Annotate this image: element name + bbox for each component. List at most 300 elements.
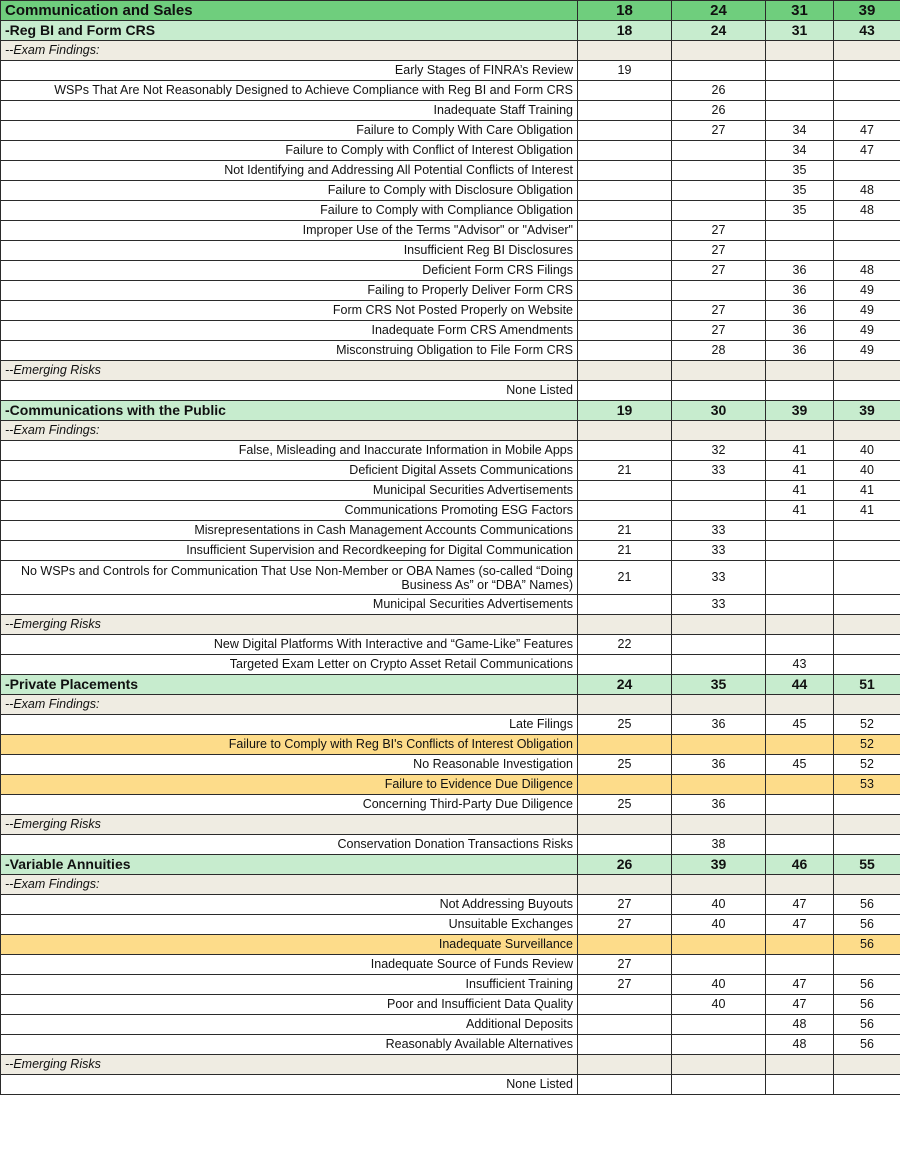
finding-row	[1, 121, 900, 141]
page-number-col-2: 27	[672, 221, 766, 241]
page-number-col-2	[672, 201, 766, 221]
page-number-col-1: 18	[578, 1, 672, 21]
page-number-col-1	[578, 695, 672, 715]
finding-row	[1, 461, 900, 481]
page-number-col-2	[672, 281, 766, 301]
page-number-col-4	[834, 561, 900, 595]
finding-label: Inadequate Staff Training	[1, 101, 578, 121]
finding-label: Not Identifying and Addressing All Potential Conflicts of Interest	[1, 161, 578, 181]
page-number-col-3	[766, 875, 834, 895]
page-number-col-1	[578, 735, 672, 755]
page-number-col-2: 24	[672, 21, 766, 41]
page-number-col-4	[834, 421, 900, 441]
page-number-col-2: 33	[672, 461, 766, 481]
page-number-col-3: 36	[766, 281, 834, 301]
page-number-col-4	[834, 595, 900, 615]
finding-row	[1, 321, 900, 341]
finding-label: Additional Deposits	[1, 1015, 578, 1035]
finding-row	[1, 895, 900, 915]
page-number-col-2	[672, 655, 766, 675]
page-number-col-2: 38	[672, 835, 766, 855]
page-number-col-4	[834, 81, 900, 101]
finding-label: None Listed	[1, 1075, 578, 1095]
page-number-col-4: 56	[834, 995, 900, 1015]
finding-row	[1, 501, 900, 521]
page-number-col-1: 21	[578, 461, 672, 481]
page-number-col-4	[834, 221, 900, 241]
page-number-col-3	[766, 241, 834, 261]
page-number-col-1: 25	[578, 795, 672, 815]
page-number-col-3	[766, 775, 834, 795]
finding-row	[1, 341, 900, 361]
finding-row	[1, 595, 900, 615]
page-number-col-1: 25	[578, 715, 672, 735]
category-row	[1, 695, 900, 715]
page-number-col-1	[578, 1075, 672, 1095]
page-number-col-1	[578, 421, 672, 441]
page-number-col-3: 35	[766, 201, 834, 221]
finding-row	[1, 301, 900, 321]
finding-row-highlighted	[1, 935, 900, 955]
finding-row	[1, 1035, 900, 1055]
page-number-col-3: 41	[766, 481, 834, 501]
page-number-col-4	[834, 955, 900, 975]
page-number-col-2: 40	[672, 995, 766, 1015]
page-number-col-2	[672, 181, 766, 201]
page-number-col-2	[672, 1055, 766, 1075]
page-number-col-2: 40	[672, 895, 766, 915]
page-number-col-4	[834, 635, 900, 655]
page-number-col-2: 27	[672, 121, 766, 141]
page-number-col-4: 39	[834, 401, 900, 421]
subsection-title: -Private Placements	[1, 675, 578, 695]
page-number-col-1: 18	[578, 21, 672, 41]
page-number-col-2: 33	[672, 541, 766, 561]
page-number-col-1: 27	[578, 975, 672, 995]
finding-label: Communications Promoting ESG Factors	[1, 501, 578, 521]
finding-label: Insufficient Supervision and Recordkeeping for Digital Communication	[1, 541, 578, 561]
finding-label: None Listed	[1, 381, 578, 401]
finding-label: Concerning Third-Party Due Diligence	[1, 795, 578, 815]
page-number-col-2	[672, 161, 766, 181]
page-number-col-1	[578, 835, 672, 855]
page-number-col-3: 41	[766, 441, 834, 461]
category-label: --Emerging Risks	[1, 615, 578, 635]
page-number-col-4	[834, 101, 900, 121]
page-number-col-2	[672, 421, 766, 441]
finding-label: Misrepresentations in Cash Management Accounts Communications	[1, 521, 578, 541]
page-number-col-3: 48	[766, 1015, 834, 1035]
page-number-col-3	[766, 221, 834, 241]
page-number-col-3	[766, 635, 834, 655]
page-number-col-4	[834, 655, 900, 675]
subsection-row	[1, 401, 900, 421]
finding-row-highlighted	[1, 735, 900, 755]
page-number-col-2	[672, 61, 766, 81]
finding-row	[1, 241, 900, 261]
finding-label: Failure to Comply with Conflict of Interest Obligation	[1, 141, 578, 161]
page-number-col-2	[672, 1075, 766, 1095]
finding-label: No WSPs and Controls for Communication That Use Non-Member or OBA Names (so-called “Doing Business As” or “DBA” Names)	[1, 561, 578, 595]
finding-row	[1, 161, 900, 181]
finding-label: Unsuitable Exchanges	[1, 915, 578, 935]
finding-label: Failure to Comply with Disclosure Obligation	[1, 181, 578, 201]
page-number-col-4: 52	[834, 715, 900, 735]
page-number-col-4: 48	[834, 181, 900, 201]
page-number-col-4	[834, 241, 900, 261]
page-number-col-3: 41	[766, 461, 834, 481]
page-number-col-4: 39	[834, 1, 900, 21]
page-number-col-4: 52	[834, 755, 900, 775]
page-number-col-3: 41	[766, 501, 834, 521]
page-number-col-2	[672, 1015, 766, 1035]
page-number-col-3	[766, 561, 834, 595]
finding-row	[1, 655, 900, 675]
page-number-col-3: 36	[766, 261, 834, 281]
page-number-col-2: 32	[672, 441, 766, 461]
page-number-col-4	[834, 795, 900, 815]
page-number-col-3	[766, 421, 834, 441]
page-number-col-3	[766, 835, 834, 855]
page-number-col-3: 46	[766, 855, 834, 875]
page-number-col-3: 45	[766, 755, 834, 775]
page-number-col-3: 31	[766, 1, 834, 21]
page-number-col-2	[672, 501, 766, 521]
page-number-col-3	[766, 41, 834, 61]
page-number-col-4: 47	[834, 141, 900, 161]
subsection-title: -Communications with the Public	[1, 401, 578, 421]
finding-label: Insufficient Training	[1, 975, 578, 995]
finding-row	[1, 381, 900, 401]
finding-row	[1, 915, 900, 935]
finding-label: Municipal Securities Advertisements	[1, 595, 578, 615]
page-number-col-4	[834, 41, 900, 61]
subsection-row	[1, 855, 900, 875]
page-number-col-4: 56	[834, 895, 900, 915]
finding-row	[1, 181, 900, 201]
page-number-col-3: 36	[766, 301, 834, 321]
page-number-col-4: 52	[834, 735, 900, 755]
page-number-col-4: 56	[834, 935, 900, 955]
finding-row	[1, 795, 900, 815]
page-number-col-3	[766, 695, 834, 715]
page-number-col-1	[578, 1055, 672, 1075]
page-number-col-3: 36	[766, 321, 834, 341]
page-number-col-4: 48	[834, 261, 900, 281]
finding-row	[1, 81, 900, 101]
page-number-col-3: 48	[766, 1035, 834, 1055]
page-number-col-3: 35	[766, 181, 834, 201]
page-number-col-3	[766, 381, 834, 401]
page-number-col-3: 47	[766, 995, 834, 1015]
page-number-col-1	[578, 815, 672, 835]
page-number-col-3	[766, 815, 834, 835]
subsection-row	[1, 675, 900, 695]
table-body	[1, 1, 900, 1095]
page-number-col-4: 49	[834, 321, 900, 341]
page-number-col-4	[834, 61, 900, 81]
page-number-col-4: 49	[834, 341, 900, 361]
category-row	[1, 615, 900, 635]
page-number-col-2	[672, 635, 766, 655]
page-number-col-1: 24	[578, 675, 672, 695]
finding-label: Misconstruing Obligation to File Form CRS	[1, 341, 578, 361]
page-number-col-3: 47	[766, 975, 834, 995]
page-number-col-1	[578, 101, 672, 121]
page-number-col-1: 21	[578, 541, 672, 561]
page-number-col-2: 40	[672, 915, 766, 935]
finding-row	[1, 441, 900, 461]
finding-label: Conservation Donation Transactions Risks	[1, 835, 578, 855]
category-row	[1, 421, 900, 441]
page-number-col-3	[766, 1075, 834, 1095]
finding-label: Inadequate Surveillance	[1, 935, 578, 955]
subsection-title: -Variable Annuities	[1, 855, 578, 875]
page-number-col-1: 27	[578, 955, 672, 975]
page-number-col-3	[766, 735, 834, 755]
page-number-col-1	[578, 381, 672, 401]
page-number-col-1	[578, 655, 672, 675]
page-number-col-2	[672, 141, 766, 161]
page-number-col-4: 49	[834, 281, 900, 301]
page-number-col-4	[834, 695, 900, 715]
finding-label: Deficient Digital Assets Communications	[1, 461, 578, 481]
page-number-col-3: 44	[766, 675, 834, 695]
page-number-col-1	[578, 481, 672, 501]
finding-label: Insufficient Reg BI Disclosures	[1, 241, 578, 261]
finding-label: WSPs That Are Not Reasonably Designed to Achieve Compliance with Reg BI and Form CRS	[1, 81, 578, 101]
finding-row	[1, 635, 900, 655]
page-number-col-1	[578, 341, 672, 361]
finding-label: Municipal Securities Advertisements	[1, 481, 578, 501]
page-number-col-2: 30	[672, 401, 766, 421]
page-number-col-4: 49	[834, 301, 900, 321]
page-number-col-4: 55	[834, 855, 900, 875]
page-number-col-2: 24	[672, 1, 766, 21]
section-title: Communication and Sales	[1, 1, 578, 21]
page-number-col-1	[578, 361, 672, 381]
page-number-col-3: 34	[766, 121, 834, 141]
page-number-col-2: 35	[672, 675, 766, 695]
category-label: --Exam Findings:	[1, 875, 578, 895]
page-number-col-2: 26	[672, 81, 766, 101]
page-number-col-4: 53	[834, 775, 900, 795]
finding-row-highlighted	[1, 775, 900, 795]
finding-row	[1, 101, 900, 121]
page-number-col-1: 26	[578, 855, 672, 875]
page-number-col-4	[834, 615, 900, 635]
page-number-col-1	[578, 1035, 672, 1055]
page-number-col-4: 41	[834, 481, 900, 501]
page-number-col-3	[766, 361, 834, 381]
page-number-col-1: 19	[578, 61, 672, 81]
page-number-col-1	[578, 935, 672, 955]
category-label: --Exam Findings:	[1, 41, 578, 61]
page-number-col-4	[834, 521, 900, 541]
page-number-col-1	[578, 1015, 672, 1035]
finding-label: Reasonably Available Alternatives	[1, 1035, 578, 1055]
page-number-col-1: 25	[578, 755, 672, 775]
finding-label: Form CRS Not Posted Properly on Website	[1, 301, 578, 321]
page-number-col-2: 27	[672, 261, 766, 281]
page-number-col-4: 56	[834, 1035, 900, 1055]
page-number-col-3	[766, 521, 834, 541]
page-number-col-4: 40	[834, 461, 900, 481]
finding-row	[1, 1015, 900, 1035]
page-number-col-3: 39	[766, 401, 834, 421]
finding-row	[1, 61, 900, 81]
finding-label: Failure to Comply with Reg BI's Conflicts of Interest Obligation	[1, 735, 578, 755]
page-number-col-3: 43	[766, 655, 834, 675]
page-number-col-4	[834, 835, 900, 855]
page-number-col-3	[766, 795, 834, 815]
page-number-col-4: 51	[834, 675, 900, 695]
page-number-col-2: 26	[672, 101, 766, 121]
category-label: --Emerging Risks	[1, 815, 578, 835]
page-number-col-2	[672, 615, 766, 635]
page-number-col-3	[766, 615, 834, 635]
page-number-col-1	[578, 81, 672, 101]
finding-row	[1, 975, 900, 995]
page-number-col-3	[766, 541, 834, 561]
finding-label: False, Misleading and Inaccurate Information in Mobile Apps	[1, 441, 578, 461]
page-number-col-1	[578, 875, 672, 895]
page-number-col-2	[672, 695, 766, 715]
finding-label: Improper Use of the Terms "Advisor" or "Adviser"	[1, 221, 578, 241]
page-number-col-1: 22	[578, 635, 672, 655]
finding-label: Early Stages of FINRA’s Review	[1, 61, 578, 81]
page-number-col-1	[578, 321, 672, 341]
finding-label: Failing to Properly Deliver Form CRS	[1, 281, 578, 301]
page-number-col-3: 31	[766, 21, 834, 41]
finding-label: No Reasonable Investigation	[1, 755, 578, 775]
page-number-col-2	[672, 481, 766, 501]
page-number-col-2	[672, 735, 766, 755]
page-number-col-1: 21	[578, 561, 672, 595]
finding-row	[1, 221, 900, 241]
category-label: --Emerging Risks	[1, 361, 578, 381]
page-number-col-3	[766, 101, 834, 121]
page-number-col-4	[834, 1055, 900, 1075]
page-number-col-2: 27	[672, 301, 766, 321]
finding-label: Deficient Form CRS Filings	[1, 261, 578, 281]
page-number-col-2: 36	[672, 795, 766, 815]
page-number-col-4: 56	[834, 975, 900, 995]
page-number-col-3	[766, 1055, 834, 1075]
page-number-col-1	[578, 181, 672, 201]
page-number-col-3	[766, 61, 834, 81]
category-label: --Emerging Risks	[1, 1055, 578, 1075]
finding-row	[1, 541, 900, 561]
finding-row	[1, 955, 900, 975]
page-number-col-3	[766, 955, 834, 975]
page-number-col-1	[578, 281, 672, 301]
page-number-col-3: 45	[766, 715, 834, 735]
page-number-col-2: 27	[672, 241, 766, 261]
page-number-col-1: 27	[578, 895, 672, 915]
page-number-col-1	[578, 775, 672, 795]
page-number-col-1	[578, 221, 672, 241]
page-number-col-1	[578, 41, 672, 61]
page-number-col-2: 33	[672, 595, 766, 615]
page-number-col-1: 27	[578, 915, 672, 935]
finding-label: Late Filings	[1, 715, 578, 735]
page-number-col-4	[834, 815, 900, 835]
page-number-col-2: 40	[672, 975, 766, 995]
page-number-col-4	[834, 1075, 900, 1095]
category-row	[1, 875, 900, 895]
finding-label: Not Addressing Buyouts	[1, 895, 578, 915]
page-number-col-4: 56	[834, 915, 900, 935]
finding-row	[1, 281, 900, 301]
finding-row	[1, 201, 900, 221]
page-number-col-3	[766, 81, 834, 101]
page-number-col-1	[578, 301, 672, 321]
page-number-col-1: 21	[578, 521, 672, 541]
page-number-col-3: 47	[766, 915, 834, 935]
category-label: --Exam Findings:	[1, 695, 578, 715]
category-row	[1, 1055, 900, 1075]
page-number-col-3: 34	[766, 141, 834, 161]
page-number-col-1: 19	[578, 401, 672, 421]
page-number-col-1	[578, 501, 672, 521]
page-number-col-2: 27	[672, 321, 766, 341]
page-number-col-4: 48	[834, 201, 900, 221]
page-number-col-4	[834, 541, 900, 561]
category-label: --Exam Findings:	[1, 421, 578, 441]
page-number-col-4: 41	[834, 501, 900, 521]
page-number-col-1	[578, 595, 672, 615]
page-number-col-2	[672, 1035, 766, 1055]
finding-row	[1, 715, 900, 735]
page-number-col-2	[672, 361, 766, 381]
finding-row	[1, 141, 900, 161]
finding-label: New Digital Platforms With Interactive and “Game-Like” Features	[1, 635, 578, 655]
page-number-col-3: 36	[766, 341, 834, 361]
page-number-col-1	[578, 201, 672, 221]
category-row	[1, 41, 900, 61]
page-number-col-4: 40	[834, 441, 900, 461]
page-number-col-2: 28	[672, 341, 766, 361]
page-number-col-2	[672, 775, 766, 795]
page-number-col-1	[578, 161, 672, 181]
page-number-col-3: 35	[766, 161, 834, 181]
page-number-col-3: 47	[766, 895, 834, 915]
finding-label: Targeted Exam Letter on Crypto Asset Retail Communications	[1, 655, 578, 675]
page-number-col-1	[578, 141, 672, 161]
page-number-col-2	[672, 381, 766, 401]
page-number-col-4	[834, 381, 900, 401]
finding-label: Failure to Comply with Compliance Obligation	[1, 201, 578, 221]
finding-row	[1, 481, 900, 501]
finding-row	[1, 1075, 900, 1095]
category-row	[1, 815, 900, 835]
page-number-col-1	[578, 441, 672, 461]
page-number-col-2	[672, 935, 766, 955]
page-number-col-1	[578, 261, 672, 281]
page-number-col-4	[834, 875, 900, 895]
finding-label: Failure to Evidence Due Diligence	[1, 775, 578, 795]
finding-row	[1, 755, 900, 775]
finding-label: Poor and Insufficient Data Quality	[1, 995, 578, 1015]
page-number-col-2: 39	[672, 855, 766, 875]
finding-row	[1, 261, 900, 281]
page-number-col-1	[578, 241, 672, 261]
finding-row	[1, 561, 900, 595]
finding-row	[1, 521, 900, 541]
page-number-col-1	[578, 615, 672, 635]
page-number-col-3	[766, 935, 834, 955]
